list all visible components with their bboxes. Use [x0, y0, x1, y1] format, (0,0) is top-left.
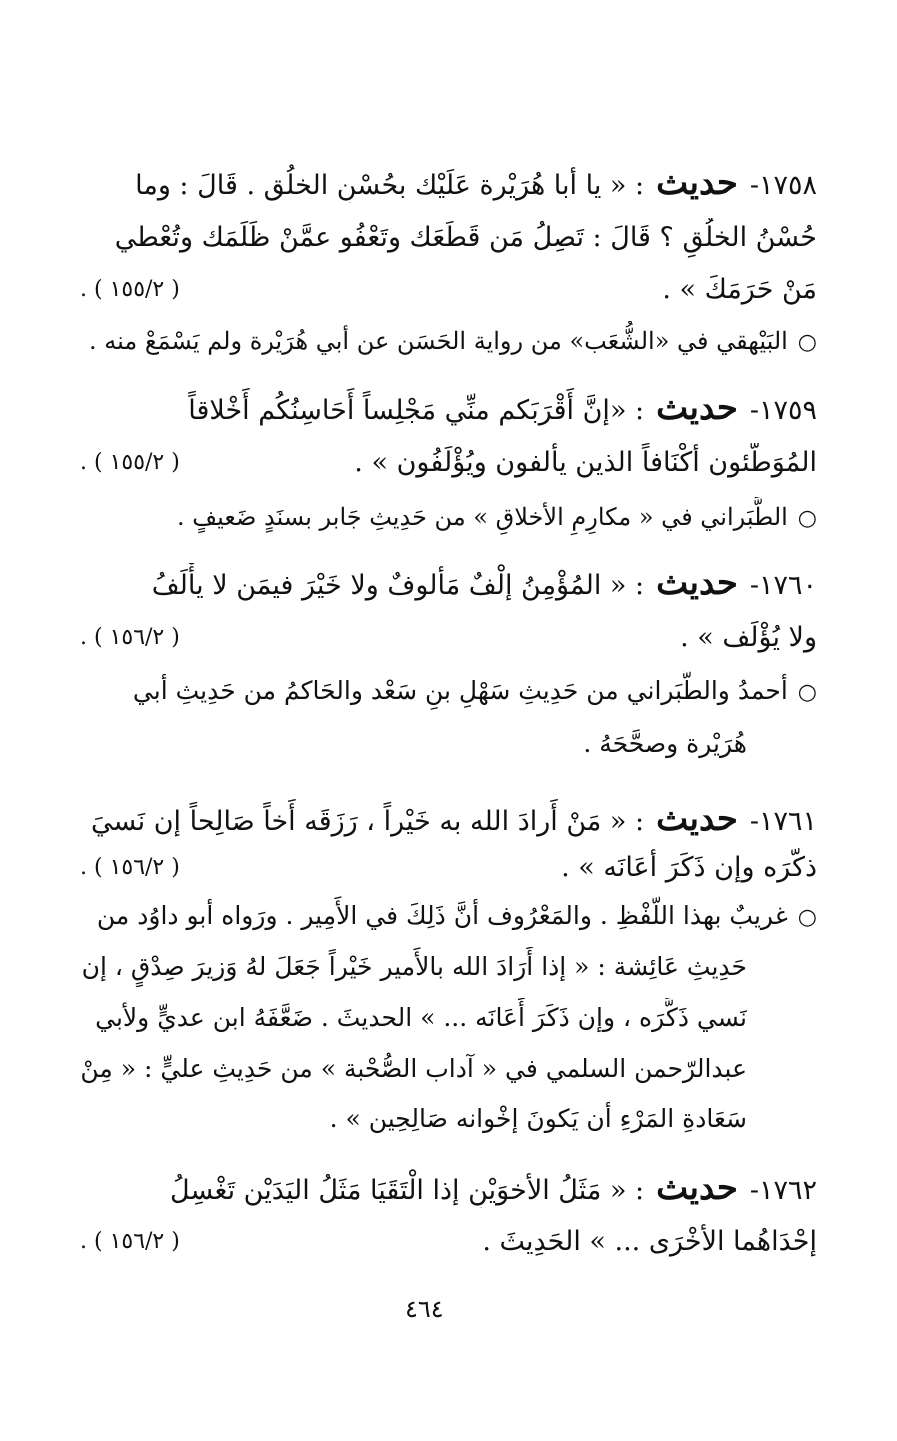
note-text: حَدِيثِ عَائِشة : « إذا أَرَادَ الله بالأَمير خَيْراً جَعَلَ لهُ وَزيرَ صِدْقٍ ، إن	[81, 952, 747, 981]
source-reference: ( ١٥٥/٢ ) .	[80, 450, 180, 475]
entry-1758-line-1	[80, 163, 817, 203]
entry-1760-line-2	[80, 618, 817, 658]
entry-1761-note-line-1	[80, 896, 817, 936]
entry-text: مَنْ حَرَمَكَ » .	[662, 274, 817, 305]
note-circle-icon: ○	[797, 506, 817, 531]
hadith-label: حديث	[656, 563, 738, 603]
hadith-label: حديث	[656, 799, 738, 839]
entry-1760-line-1	[80, 563, 817, 603]
entry-text: : « مَنْ أَرادَ الله به خَيْراً ، رَزَقَه أَخاً صَالِحاً إن نَسيَ	[91, 806, 645, 837]
entry-1758-line-2	[80, 218, 817, 258]
entry-text: ذكَّرَه وإن ذَكَرَ أَعَانَه » .	[561, 852, 817, 883]
entry-number: ١٧٦٠-	[749, 570, 817, 601]
entry-text: : «إنَّ أَقْرَبَكم منِّي مَجْلِساً أَحَاسِنُكُم أَخْلاقاً	[188, 395, 645, 426]
note-text: البَيْهقي في «الشُّعَب» من رواية الحَسَن عن أبي هُرَيْرة ولم يَسْمَعْ منه .	[88, 327, 788, 355]
source-reference: ( ١٥٦/٢ ) .	[80, 1229, 180, 1254]
note-text: هُرَيْرة وصحَّحَهُ .	[583, 729, 747, 758]
entry-1758-note	[80, 321, 817, 361]
entry-number: ١٧٦١-	[749, 806, 817, 837]
entry-text: إحْدَاهُما الأخْرَى ... » الحَدِيثَ .	[482, 1226, 817, 1257]
entry-1762-line-2	[80, 1222, 817, 1262]
entry-1762-line-1	[80, 1168, 817, 1208]
entry-number: ١٧٥٨-	[749, 170, 817, 201]
entry-1761-note-line-5	[80, 1099, 747, 1139]
note-circle-icon: ○	[797, 680, 817, 705]
source-reference: ( ١٥٦/٢ ) .	[80, 855, 180, 880]
hadith-label: حديث	[656, 1168, 738, 1208]
entry-1761-line-2	[80, 848, 817, 888]
note-text: أحمدُ والطَّبَراني من حَدِيثِ سَهْلِ بنِ سَعْد والحَاكمُ من حَدِيثِ أبي	[132, 676, 788, 705]
entry-1759-line-2	[80, 443, 817, 483]
entry-1761-note-line-2	[80, 947, 747, 987]
entry-1758-line-3	[80, 270, 817, 310]
entry-1761-line-1	[80, 799, 817, 839]
entry-1760-note-line-2	[80, 724, 747, 764]
source-reference: ( ١٥٥/٢ ) .	[80, 277, 180, 302]
page-number: ٤٦٤	[405, 1295, 444, 1323]
entry-1760-note-line-1	[80, 671, 817, 711]
entry-number: ١٧٦٢-	[749, 1175, 817, 1206]
note-text: نَسي ذَكَّرَه ، وإن ذَكَرَ أَعَانَه ... » الحديثَ . ضَعَّفَهُ ابن عديٍّ ولأبي	[95, 1003, 747, 1032]
entry-text: : « يا أبا هُرَيْرة عَلَيْك بحُسْنِ الخلُق . قَالَ : وما	[135, 170, 645, 201]
note-text: عبدالرّحمن السلمي في « آداب الصُّحْبة » من حَدِيثِ عليٍّ : « مِنْ	[80, 1054, 747, 1083]
entry-text: المُوَطَّئون أَكْنَافاً الذين يأْلفون ويُؤْلَفُون » .	[354, 447, 817, 478]
hadith-label: حديث	[656, 388, 738, 428]
hadith-label: حديث	[656, 163, 738, 203]
entry-number: ١٧٥٩-	[749, 395, 817, 426]
note-text: الطَّبَراني في « مكارِمِ الأخلاقِ » من حَدِيثِ جَابر بسنَدٍ ضَعيفٍ .	[177, 503, 788, 531]
note-circle-icon: ○	[797, 330, 817, 355]
entry-1759-note	[80, 497, 817, 537]
entry-text: : « مَثَلُ الأخوَيْنِ إذا الْتَقَيَا مَثَلُ اليَدَيْن تَغْسِلُ	[170, 1175, 645, 1206]
entry-text: حُسْنُ الخلُقِ ؟ قَالَ : تَصِلُ مَن قَطَعَك وتَعْفُو عمَّنْ ظَلَمَك وتُعْطي	[114, 222, 817, 253]
note-circle-icon: ○	[797, 905, 817, 930]
entry-1761-note-line-4	[80, 1049, 747, 1089]
entry-text: ولا يُؤْلَف » .	[680, 622, 817, 653]
entry-1759-line-1	[80, 388, 817, 428]
entry-text: : « المُؤْمِنُ إلْفٌ مَألوفٌ ولا خَيْرَ فيمَن لا يأْلَفُ	[151, 570, 645, 601]
note-text: غريبٌ بهذا اللَّفْظِ . والمَعْرُوف أنَّ ذَلِكَ في الأَمِير . ورَواه أبو داوُد من	[96, 901, 788, 930]
source-reference: ( ١٥٦/٢ ) .	[80, 625, 180, 650]
note-text: سَعَادةِ المَرْءِ أن يَكونَ إخْوانه صَالِحِين » .	[329, 1104, 747, 1133]
entry-1761-note-line-3	[80, 998, 747, 1038]
